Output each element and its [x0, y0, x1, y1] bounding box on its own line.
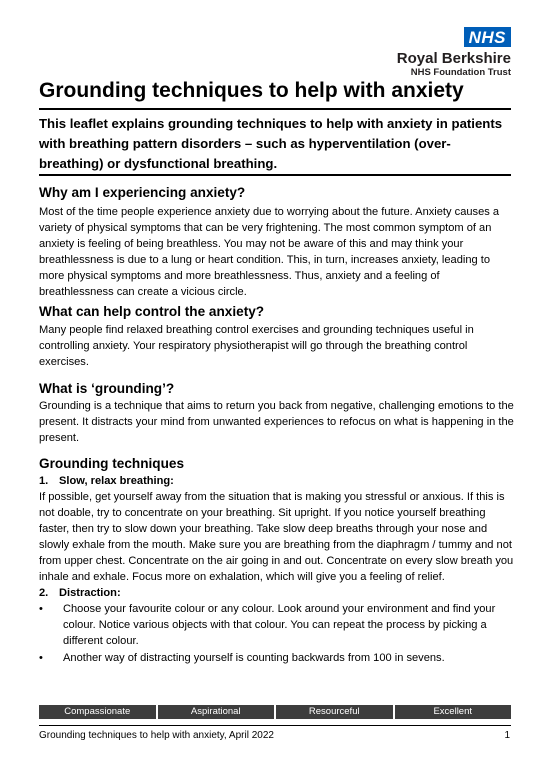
technique-title: Slow, relax breathing: [59, 475, 174, 487]
nhs-logo-mark: NHS [464, 27, 511, 47]
section-body-what-grounding: Grounding is a technique that aims to return you back from negative, challenging emotions to the present. It distracts your mind from unwanted experiences to refocus on what is happening in the present. [39, 400, 514, 444]
technique-number: 2. [39, 587, 49, 599]
list-item [39, 650, 514, 666]
bullet-icon: • [39, 652, 43, 664]
trust-name: Royal Berkshire [396, 50, 511, 67]
value-resourceful: Resourceful [276, 705, 393, 719]
page-number: 1 [504, 730, 510, 741]
intro-text: This leaflet explains grounding techniques to help with anxiety in patients with breathing pattern disorders – such as hyperventilation (over-breathing) or dysfunctional breathing. [39, 116, 503, 171]
technique-heading-breathing [39, 473, 174, 489]
footer-text: Grounding techniques to help with anxiety, April 2022 [39, 730, 274, 741]
section-heading-why-anxiety: Why am I experiencing anxiety? [39, 185, 246, 200]
section-heading-help-control: What can help control the anxiety? [39, 304, 265, 319]
value-excellent: Excellent [395, 705, 512, 719]
nhs-trust-logo [371, 27, 511, 78]
section-body-why-anxiety: Most of the time people experience anxiety due to worrying about the future. Anxiety causes a variety of physical symptoms that can be very frightening. The most common symptom of an anxiety is feeling of being breathless. You may not be aware of this and may think your breathlessness is due to a lung or heart condition. This, in turn, increases anxiety, leading to more physical symptoms and more breathlessness. Thus, anxiety and a feeling of breathlessness can create a vicious circle. [39, 206, 500, 298]
section-body-help-control: Many people find relaxed breathing control exercises and grounding techniques useful in controlling anxiety. Your respiratory physiotherapist will go through the breathing control exercises. [39, 324, 474, 368]
footer-rule [39, 725, 511, 726]
technique-body-breathing: If possible, get yourself away from the situation that is making you stressful or anxious. If this is not doable, try to concentrate on your breathing. Sit upright. If you notice yourself breathing faster, then try to slow down your breathing. Take slow deep breaths through your nose and slowly exhale from the mouth. Make sure you are breathing from the diaphragm / tummy and not from upper chest. Concentrate on the air going in and out. Concentrate on every slow breath you inhale and exhale. Focus more on exhalation, which will give you a feeling of relief. [39, 491, 514, 583]
intro-rule [39, 174, 511, 176]
value-compassionate: Compassionate [39, 705, 156, 719]
list-item [39, 601, 514, 649]
section-heading-grounding-techniques: Grounding techniques [39, 456, 184, 471]
value-aspirational: Aspirational [158, 705, 275, 719]
document-title: Grounding techniques to help with anxiety [39, 79, 464, 102]
technique-title: Distraction: [59, 587, 121, 599]
technique-number: 1. [39, 475, 49, 487]
title-rule [39, 108, 511, 110]
bullet-text: Another way of distracting yourself is counting backwards from 100 in sevens. [63, 652, 445, 664]
section-heading-what-grounding: What is ‘grounding’? [39, 381, 175, 396]
bullet-text: Choose your favourite colour or any colour. Look around your environment and find your colour. Notice various objects with that colour. You can repeat the process by picking a different colour. [63, 603, 496, 647]
distraction-bullet-list [39, 601, 514, 667]
bullet-icon: • [39, 603, 43, 615]
trust-values-bar [39, 705, 511, 719]
trust-subtitle: NHS Foundation Trust [410, 67, 511, 78]
technique-heading-distraction [39, 585, 121, 601]
